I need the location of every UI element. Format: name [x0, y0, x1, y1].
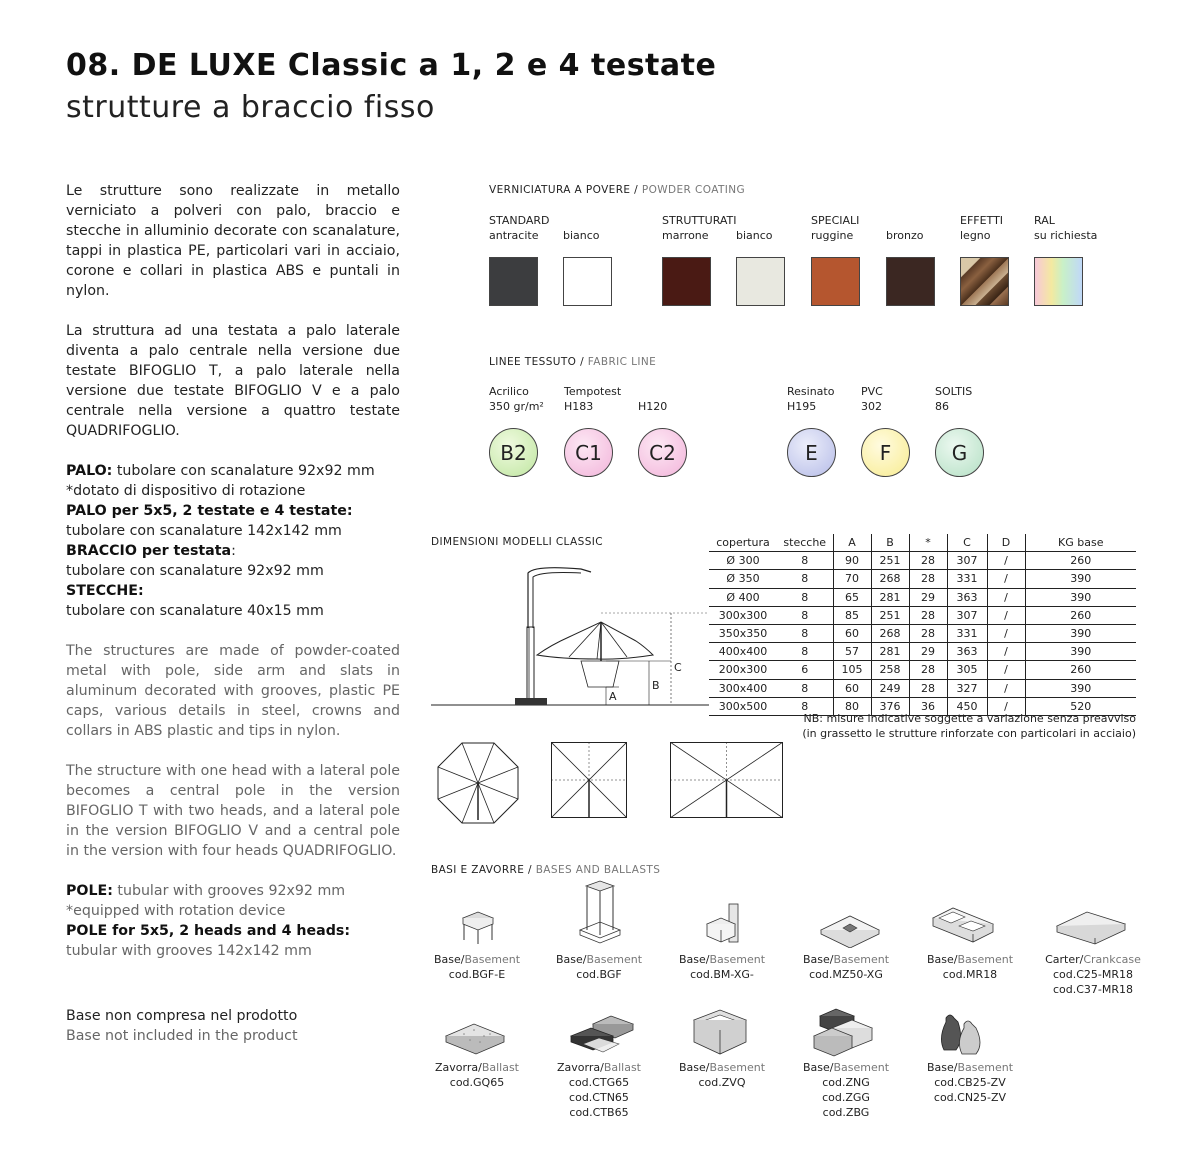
page-subtitle: strutture a braccio fisso	[66, 90, 435, 125]
base-note-it: Base non compresa nel prodotto	[66, 1008, 298, 1024]
rectangle-top-view	[670, 742, 783, 818]
base-zvq-icon	[690, 1006, 750, 1058]
table-cell: /	[987, 552, 1025, 570]
fabric-section-label: LINEE TESSUTO / FABRIC LINE	[489, 356, 657, 368]
table-cell: /	[987, 679, 1025, 697]
table-cell: 60	[833, 624, 871, 642]
col-header: *	[909, 534, 947, 552]
bases-section-label: BASI E ZAVORRE / BASES AND BALLASTS	[431, 864, 661, 876]
carter-crankcase-icon	[1055, 906, 1127, 946]
table-cell: 8	[777, 643, 833, 661]
table-cell: 8	[777, 697, 833, 715]
col-header: D	[987, 534, 1025, 552]
table-row	[709, 588, 1136, 606]
table-cell: 281	[871, 588, 909, 606]
table-cell: 258	[871, 661, 909, 679]
fabric-circle-c2: C2	[638, 428, 687, 477]
table-row	[709, 570, 1136, 588]
table-cell: 260	[1025, 552, 1136, 570]
coating-section-label: VERNICIATURA A POVERE / POWDER COATING	[489, 184, 746, 196]
table-cell: 390	[1025, 588, 1136, 606]
table-cell: 331	[947, 570, 987, 588]
base-mz50-xg-icon	[819, 912, 881, 948]
spec-palo-text: tubolare con scanalature 92x92 mm	[112, 463, 375, 479]
base-item-mr18: Base/Basement cod.MR18	[926, 953, 1014, 981]
description-it-1: Le strutture sono realizzate in metallo verniciato a polveri con palo, braccio e stecche in alluminio decorate con scanalature, tappi in plastica PE, particolari vari in acciaio, corone e collari in plastica ABS e puntali in nylon.	[66, 183, 400, 299]
table-cell: 520	[1025, 697, 1136, 715]
table-cell: /	[987, 643, 1025, 661]
ballast-gq65-icon	[444, 1020, 506, 1056]
fabric-label-4: PVC 302	[861, 385, 883, 413]
table-cell: 65	[833, 588, 871, 606]
swatch-ruggine	[811, 257, 860, 306]
table-cell: /	[987, 624, 1025, 642]
base-item-carter: Carter/Crankcase cod.C25-MR18 cod.C37-MR18	[1045, 953, 1141, 996]
table-cell: 281	[871, 643, 909, 661]
table-cell: 305	[947, 661, 987, 679]
table-cell: 331	[947, 624, 987, 642]
specs-en	[66, 881, 400, 961]
table-cell: 28	[909, 679, 947, 697]
table-cell: 390	[1025, 679, 1136, 697]
spec-palo-label: PALO:	[66, 463, 113, 479]
table-row	[709, 552, 1136, 570]
spec-palo5-text: tubolare con scanalature 142x142 mm	[66, 523, 342, 539]
fabric-label-1: Tempotest H183	[564, 385, 622, 413]
table-cell: /	[987, 606, 1025, 624]
table-cell: /	[987, 570, 1025, 588]
base-note-en: Base not included in the product	[66, 1028, 298, 1044]
specs-it: PALO: tubolare con scanalature 92x92 mm *dotato di dispositivo di rotazione PALO per 5x5, 2 testate e 4 testate: tubolare con scanalature 142x142 mm BRACCIO per testata: tubolare con scanalature 92x92 mm STECCHE: tubolare con scanalature 40x15 mm	[66, 461, 400, 621]
table-cell: 90	[833, 552, 871, 570]
swatch-label-2: STRUTTURATI marrone	[662, 214, 737, 242]
col-header: C	[947, 534, 987, 552]
description-it-2: La struttura ad una testata a palo laterale diventa a palo centrale nella versione due testate BIFOGLIO T, a palo laterale nella versione due testate BIFOGLIO V e a palo centrale nella versione a quattro testate QUADRIFOGLIO.	[66, 323, 400, 439]
dimensions-note: NB: misure indicative soggette a variazione senza preavviso (in grassetto le strutture rinforzate con particolari in acciaio)	[802, 712, 1136, 740]
dimensions-table	[709, 534, 1136, 716]
base-bgf-icon	[578, 880, 622, 948]
col-header: stecche	[777, 534, 833, 552]
spec-pole-label: POLE:	[66, 883, 113, 899]
base-item-cb25-zv: Base/Basement cod.CB25-ZV cod.CN25-ZV	[926, 1061, 1014, 1104]
table-cell: 28	[909, 624, 947, 642]
table-cell: 6	[777, 661, 833, 679]
fabric-circle-e: E	[787, 428, 836, 477]
table-cell: 28	[909, 661, 947, 679]
table-cell: 450	[947, 697, 987, 715]
square-top-view	[551, 742, 627, 818]
base-item-bgf-e: Base/Basement cod.BGF-E	[433, 953, 521, 981]
table-cell: 300x400	[709, 679, 777, 697]
table-cell: 307	[947, 552, 987, 570]
table-cell: 268	[871, 570, 909, 588]
table-cell: /	[987, 588, 1025, 606]
base-bgf-e-icon	[459, 910, 497, 946]
spec-pole-note: *equipped with rotation device	[66, 903, 286, 919]
description-column	[66, 181, 400, 1021]
table-cell: Ø 300	[709, 552, 777, 570]
table-cell: 390	[1025, 624, 1136, 642]
table-cell: 28	[909, 570, 947, 588]
col-header: copertura	[709, 534, 777, 552]
fabric-label-3: Resinato H195	[787, 385, 835, 413]
spec-palo-note: *dotato di dispositivo di rotazione	[66, 483, 306, 499]
table-cell: 70	[833, 570, 871, 588]
table-cell: 200x300	[709, 661, 777, 679]
base-mr18-icon	[931, 904, 995, 948]
table-cell: 376	[871, 697, 909, 715]
diagram-label-b: B	[652, 679, 660, 692]
dimensions-section-label: DIMENSIONI MODELLI CLASSIC	[431, 536, 603, 548]
table-cell: 249	[871, 679, 909, 697]
base-item-ctg65: Zavorra/Ballast cod.CTG65 cod.CTN65 cod.CTB65	[556, 1061, 641, 1119]
table-cell: Ø 400	[709, 588, 777, 606]
fabric-circle-b2: B2	[489, 428, 538, 477]
swatch-label-3: bianco	[736, 229, 773, 242]
swatch-label-4: SPECIALI ruggine	[811, 214, 860, 242]
spec-braccio-label: BRACCIO per testata	[66, 543, 232, 559]
page-title: 08. DE LUXE Classic a 1, 2 e 4 testate	[66, 48, 717, 83]
swatch-legno	[960, 257, 1009, 306]
table-cell: 28	[909, 552, 947, 570]
col-header: A	[833, 534, 871, 552]
table-cell: 300x500	[709, 697, 777, 715]
spec-pole-text: tubular with grooves 92x92 mm	[112, 883, 346, 899]
swatch-bianco-strutturato	[736, 257, 785, 306]
octagon-top-view	[437, 742, 519, 824]
base-cb25-zv-icon	[938, 1010, 990, 1056]
swatch-bianco	[563, 257, 612, 306]
spec-palo5-label: PALO per 5x5, 2 testate e 4 testate:	[66, 503, 353, 519]
table-cell: 105	[833, 661, 871, 679]
table-cell: 8	[777, 624, 833, 642]
table-cell: 260	[1025, 606, 1136, 624]
swatch-label-6: EFFETTI legno	[960, 214, 1004, 242]
spec-stecche-label: STECCHE:	[66, 583, 144, 599]
spec-pole5-text: tubular with grooves 142x142 mm	[66, 943, 312, 959]
swatch-ral	[1034, 257, 1083, 306]
umbrella-side-diagram	[431, 551, 709, 708]
base-item-gq65: Zavorra/Ballast cod.GQ65	[434, 1061, 519, 1089]
swatch-label-1: bianco	[563, 229, 600, 242]
table-header-row	[709, 534, 1136, 552]
swatch-label-0: STANDARD antracite	[489, 214, 550, 242]
base-item-zng: Base/Basement cod.ZNG cod.ZGG cod.ZBG	[802, 1061, 890, 1119]
swatch-marrone	[662, 257, 711, 306]
table-cell: 80	[833, 697, 871, 715]
table-cell: 390	[1025, 643, 1136, 661]
table-cell: 390	[1025, 570, 1136, 588]
spec-braccio-text: tubolare con scanalature 92x92 mm	[66, 563, 324, 579]
base-bm-xg-icon	[704, 902, 744, 946]
table-cell: /	[987, 661, 1025, 679]
fabric-circle-f: F	[861, 428, 910, 477]
ballast-ctg65-icon	[569, 1014, 635, 1058]
fabric-label-5: SOLTIS 86	[935, 385, 973, 413]
table-cell: 307	[947, 606, 987, 624]
table-cell: 57	[833, 643, 871, 661]
spec-stecche-text: tubolare con scanalature 40x15 mm	[66, 603, 324, 619]
fabric-circle-g: G	[935, 428, 984, 477]
table-cell: 8	[777, 552, 833, 570]
table-cell: 8	[777, 679, 833, 697]
base-zng-icon	[812, 1006, 876, 1058]
swatch-label-7: RAL su richiesta	[1034, 214, 1098, 242]
diagram-label-a: A	[609, 690, 617, 703]
base-item-bm-xg: Base/Basement cod.BM-XG-	[678, 953, 766, 981]
base-item-bgf: Base/Basement cod.BGF	[555, 953, 643, 981]
table-row	[709, 661, 1136, 679]
table-cell: 400x400	[709, 643, 777, 661]
table-cell: 251	[871, 552, 909, 570]
table-cell: 8	[777, 588, 833, 606]
table-cell: /	[987, 697, 1025, 715]
table-cell: 363	[947, 588, 987, 606]
table-cell: 29	[909, 643, 947, 661]
table-cell: 251	[871, 606, 909, 624]
table-cell: 327	[947, 679, 987, 697]
table-cell: Ø 350	[709, 570, 777, 588]
table-cell: 260	[1025, 661, 1136, 679]
col-header: KG base	[1025, 534, 1136, 552]
base-item-zvq: Base/Basement cod.ZVQ	[678, 1061, 766, 1089]
description-en-2: The structure with one head with a lateral pole becomes a central pole in the version BIFOGLIO T with two heads, and a lateral pole in the version BIFOGLIO V and a central pole in the version with four heads QUADRIFOGLIO.	[66, 763, 400, 859]
table-row	[709, 643, 1136, 661]
base-note	[66, 1006, 298, 1046]
table-cell: 350x350	[709, 624, 777, 642]
table-cell: 8	[777, 570, 833, 588]
col-header: B	[871, 534, 909, 552]
swatch-bronzo	[886, 257, 935, 306]
table-cell: 363	[947, 643, 987, 661]
fabric-label-0: Acrilico 350 gr/m²	[489, 385, 544, 413]
diagram-label-c: C	[674, 661, 682, 674]
fabric-circle-c1: C1	[564, 428, 613, 477]
table-cell: 28	[909, 606, 947, 624]
table-cell: 36	[909, 697, 947, 715]
table-cell: 60	[833, 679, 871, 697]
fabric-label-2: H120	[638, 400, 668, 413]
table-cell: 29	[909, 588, 947, 606]
table-row	[709, 606, 1136, 624]
table-cell: 8	[777, 606, 833, 624]
table-cell: 300x300	[709, 606, 777, 624]
swatch-label-5: bronzo	[886, 229, 924, 242]
table-cell: 85	[833, 606, 871, 624]
description-en-1: The structures are made of powder-coated metal with pole, side arm and slats in aluminum decorated with grooves, plastic PE caps, various details in steel, crowns and collars in ABS plastic and tips in nylon.	[66, 643, 400, 739]
swatch-antracite	[489, 257, 538, 306]
base-item-mz50-xg: Base/Basement cod.MZ50-XG	[802, 953, 890, 981]
table-row	[709, 624, 1136, 642]
spec-pole5-label: POLE for 5x5, 2 heads and 4 heads:	[66, 923, 351, 939]
table-cell: 268	[871, 624, 909, 642]
table-row	[709, 679, 1136, 697]
